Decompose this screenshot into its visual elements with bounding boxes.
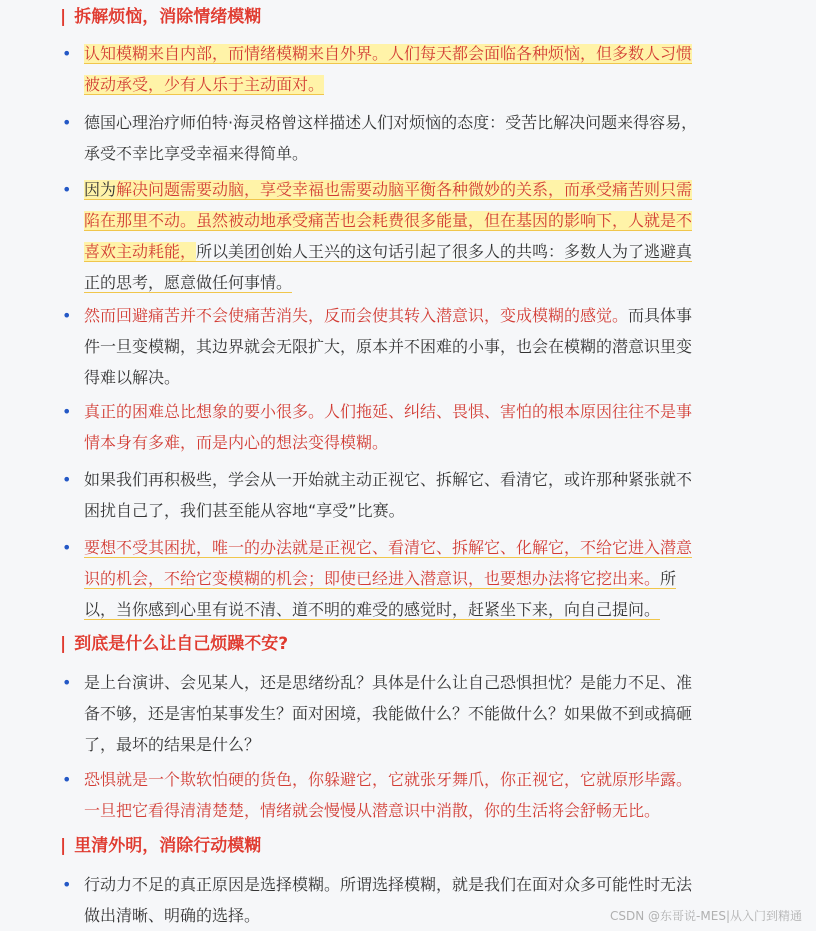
item-text: 件一旦变模糊，其边界就会无限扩大，原本并不困难的小事，也会在模糊的潜意识里变 <box>84 337 693 356</box>
item-text: 以，当你感到心里有说不清、道不明的难受的感觉时，赶紧坐下来，向自己提问。 <box>84 600 661 619</box>
list-item-1 <box>62 38 784 100</box>
item-text: 德国心理治疗师伯特·海灵格曾这样描述人们对烦恼的态度：受苦比解决问题来得容易， <box>84 113 698 132</box>
bullet: • <box>62 470 72 489</box>
item-text: 行动力不足的真正原因是选择模糊。所谓选择模糊，就是我们在面对众多可能性时无法 <box>84 875 693 894</box>
heading-bar: | <box>60 7 67 27</box>
bullet: • <box>62 306 72 325</box>
section-heading-2 <box>60 632 288 656</box>
item-text: 所 <box>660 569 677 588</box>
item-emphasis: 恐惧就是一个欺软怕硬的货色，你躲避它，它就张牙舞爪，你正视它，它就原形毕露。 <box>84 770 693 789</box>
item-emphasis: 情本身有多难，而是内心的想法变得模糊。 <box>84 433 389 452</box>
bullet: • <box>62 538 72 557</box>
list-item-2 <box>62 107 784 169</box>
list-item-7 <box>62 532 784 625</box>
item-text: 被动承受，少有人乐于主动面对。 <box>84 75 325 94</box>
item-text: 做出清晰、明确的选择。 <box>84 906 261 925</box>
bullet: • <box>62 402 72 421</box>
list-item-6 <box>62 464 784 526</box>
item-emphasis: 要想不受其困扰，唯一的办法就是正视它、看清它、拆解它、化解它，不给它进入潜意 <box>84 538 693 557</box>
bullet: • <box>62 875 72 894</box>
item-text: 因为 <box>84 180 117 199</box>
item-text: 了，最坏的结果是什么？ <box>84 735 261 754</box>
item-emphasis: 解决问题需要动脑，享受幸福也需要动脑平衡各种微妙的关系，而承受痛苦则只需 <box>116 180 693 199</box>
list-item-5 <box>62 396 784 458</box>
item-text: 困扰自己了，我们甚至能从容地“享受”比赛。 <box>84 501 405 520</box>
item-text: 而具体事 <box>628 306 693 325</box>
item-text: 承受不幸比享受幸福来得简单。 <box>84 144 309 163</box>
item-text: 得难以解决。 <box>84 368 181 387</box>
section-heading-1 <box>60 5 261 29</box>
item-text: 所以美团创始人王兴的这句话引起了很多人的共鸣：多数人为了逃避真 <box>196 242 693 261</box>
item-text: 正的思考，愿意做任何事情。 <box>84 273 293 292</box>
bullet: • <box>62 113 72 132</box>
list-item-4 <box>62 300 784 393</box>
item-text: 认知模糊来自内部，而情绪模糊来自外界。人们每天都会面临各种烦恼，但多数人习惯 <box>84 44 693 63</box>
item-text: 是上台演讲、会见某人，还是思绪纷乱？具体是什么让自己恐惧担忧？是能力不足、准 <box>84 673 693 692</box>
list-item-8 <box>62 667 784 760</box>
heading-bar: | <box>60 836 67 856</box>
bullet: • <box>62 673 72 692</box>
bullet: • <box>62 180 72 199</box>
csdn-watermark: CSDN @东哥说-MES|从入门到精通 <box>610 909 802 923</box>
item-text: 如果我们再积极些，学会从一开始就主动正视它、拆解它、看清它，或许那种紧张就不 <box>84 470 693 489</box>
item-emphasis: 然而回避痛苦并不会使痛苦消失，反而会使其转入潜意识，变成模糊的感觉。 <box>84 306 629 325</box>
heading-bar: | <box>60 634 67 654</box>
heading-text: 里清外明，消除行动模糊 <box>74 836 262 856</box>
bullet: • <box>62 44 72 63</box>
list-item-9 <box>62 764 784 826</box>
item-emphasis: 喜欢主动耗能， <box>84 242 197 261</box>
heading-text: 拆解烦恼，消除情绪模糊 <box>74 7 262 27</box>
item-emphasis: 识的机会，不给它变模糊的机会；即使已经进入潜意识，也要想办法将它挖出来。 <box>84 569 661 588</box>
list-item-3 <box>62 174 784 298</box>
item-emphasis: 真正的困难总比想象的要小很多。人们拖延、纠结、畏惧、害怕的根本原因往往不是事 <box>84 402 693 421</box>
item-text: 备不够，还是害怕某事发生？面对困境，我能做什么？不能做什么？如果做不到或搞砸 <box>84 704 693 723</box>
heading-text: 到底是什么让自己烦躁不安? <box>74 634 289 654</box>
item-emphasis: 一旦把它看得清清楚楚，情绪就会慢慢从潜意识中消散，你的生活将会舒畅无比。 <box>84 801 661 820</box>
item-emphasis: 陷在那里不动。虽然被动地承受痛苦也会耗费很多能量，但在基因的影响下，人就是不 <box>84 211 693 230</box>
bullet: • <box>62 770 72 789</box>
section-heading-3 <box>60 834 261 858</box>
